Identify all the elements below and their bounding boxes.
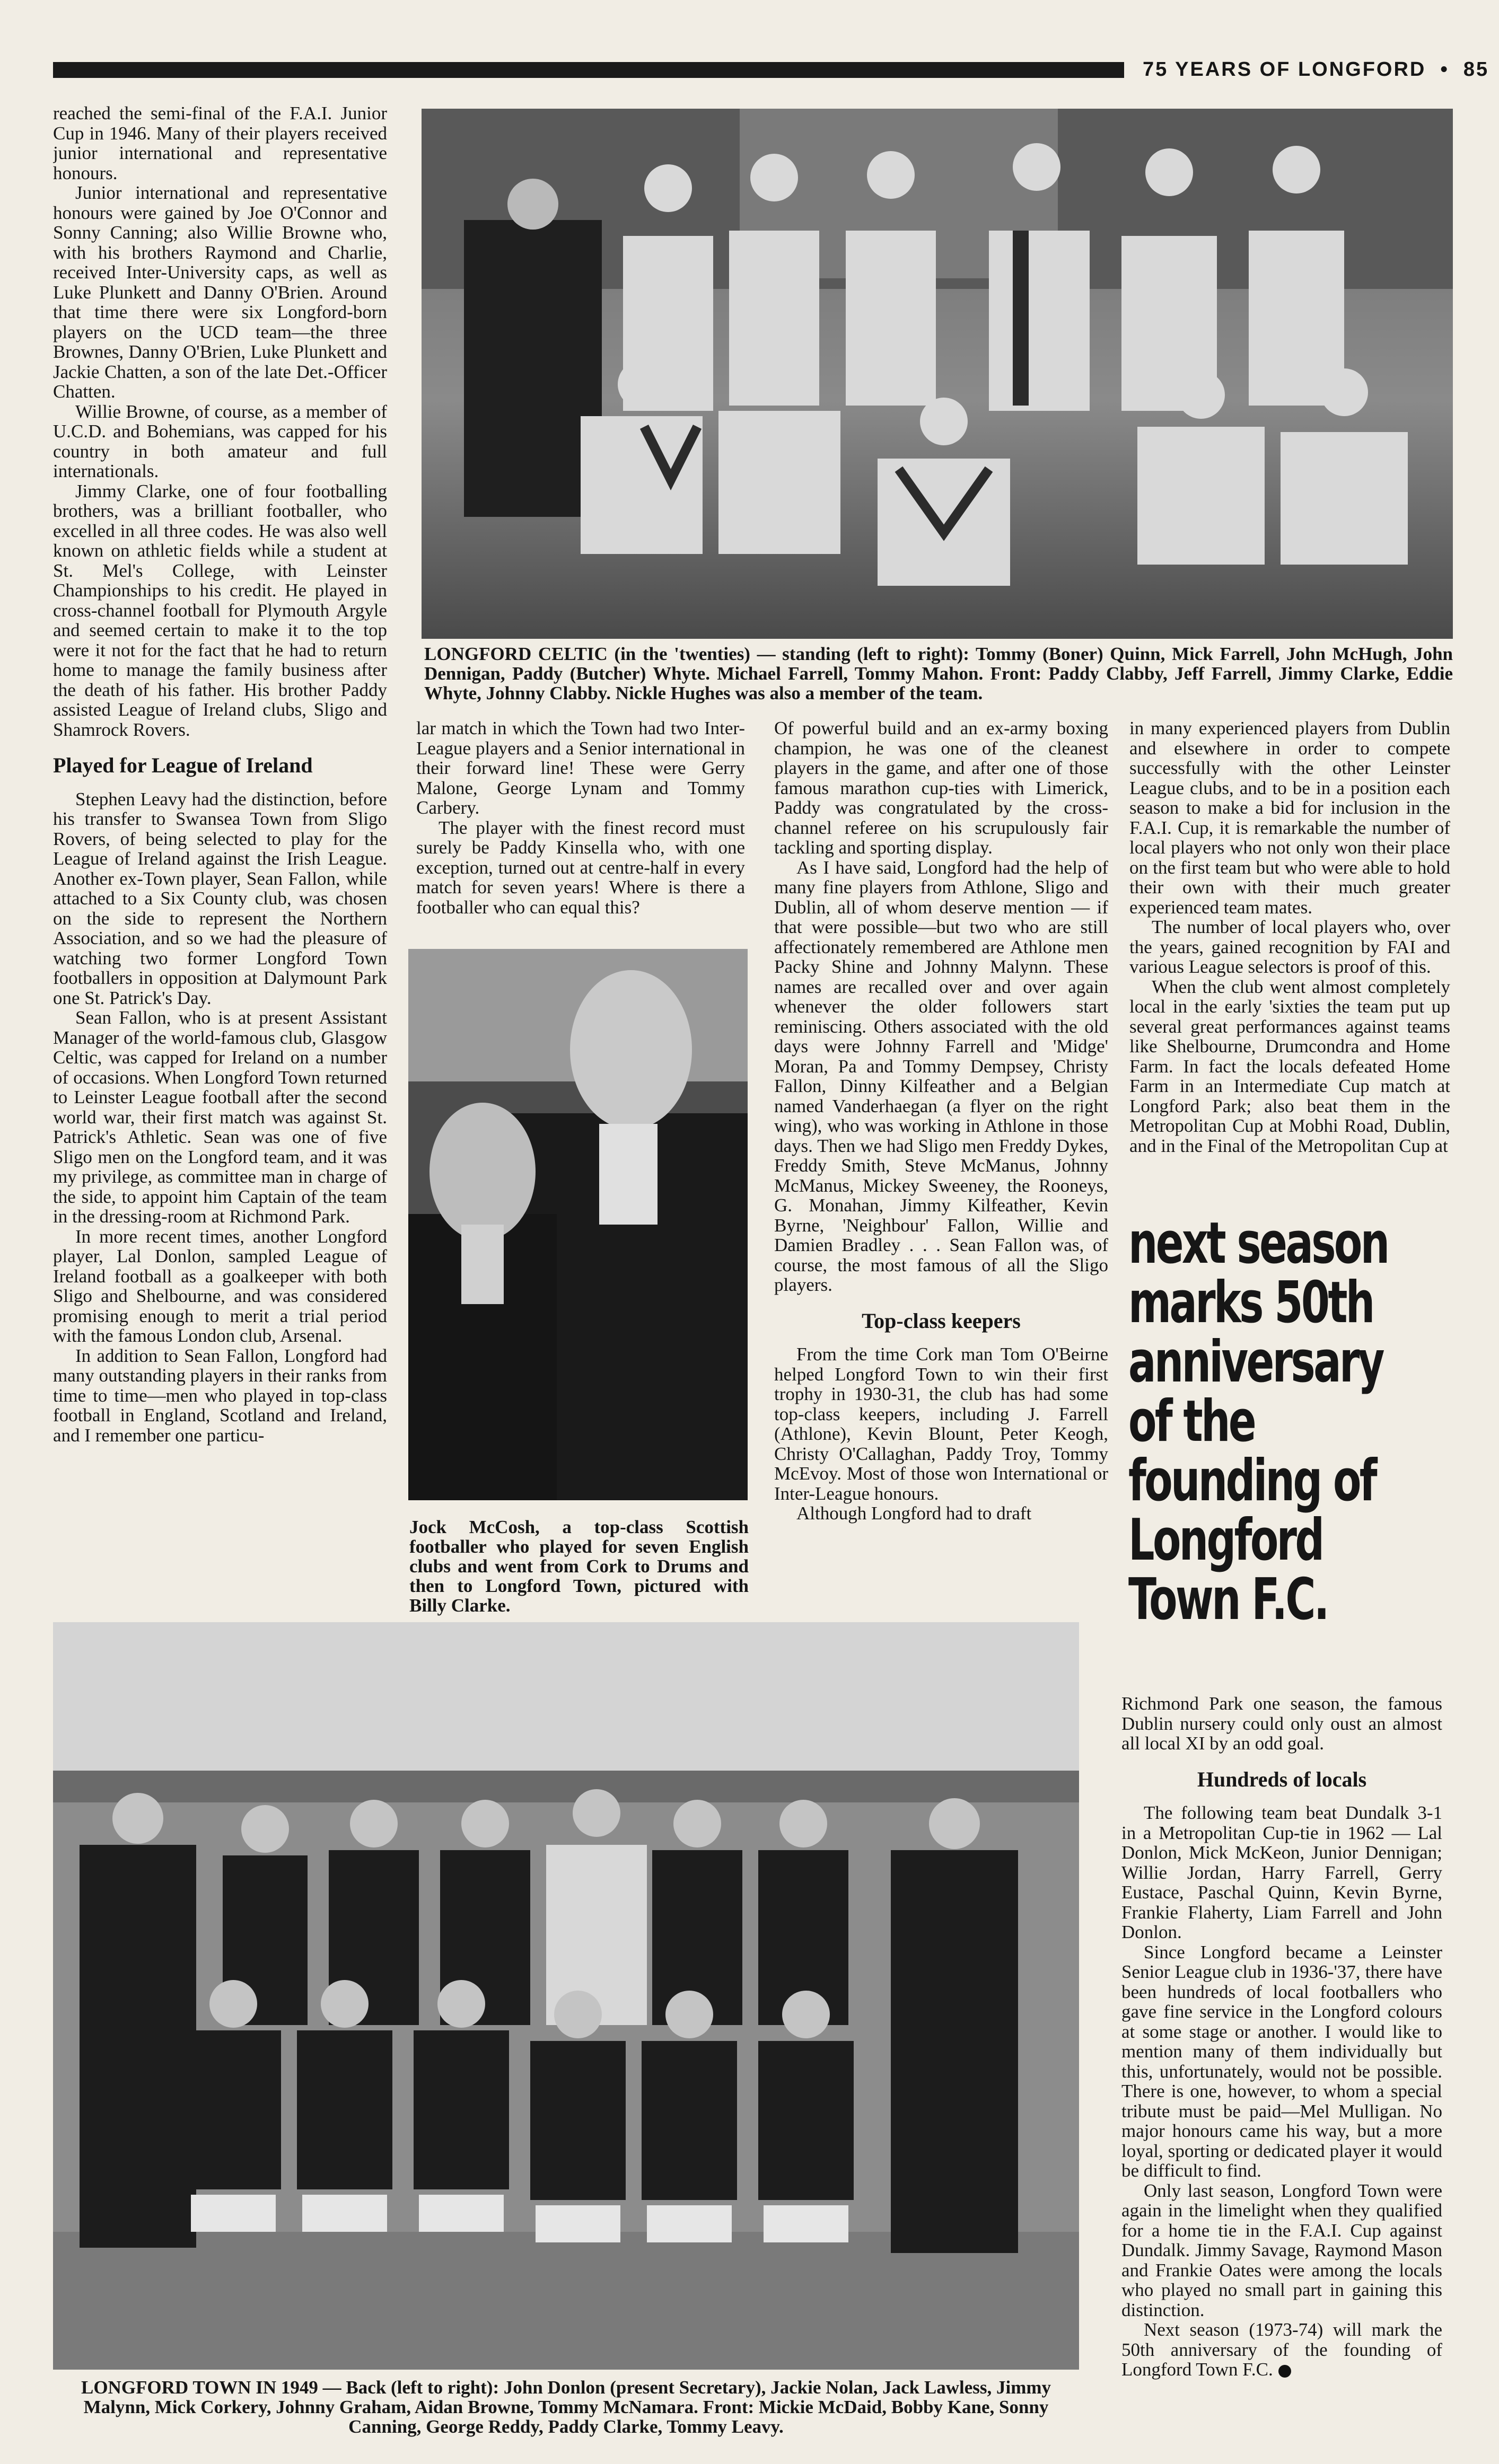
pull-quote-line: Longford (1128, 1507, 1323, 1573)
paragraph: Since Longford became a Leinster Senior League club in 1936-'37, there have been hundreds of local footballers who gave fine service in the Longford colours at some stage or another. I would like to mention many of them individually but this, unfortunately, would not be possible. There is one, however, to whom a special tribute must be paid—Mel Mulligan. No major honours came his way, but a more loyal, sporting or dedicated player it would be difficult to find. (1121, 1941, 1442, 2181)
running-head-title: 75 YEARS OF LONGFORD (1143, 58, 1426, 81)
pull-quote-text (1128, 1214, 1388, 1633)
paragraph: When the club went almost completely local in the early 'sixties the team put up several great performances against teams like Shelbourne, Drumcondra and Home Farm. In fact the locals defeated Home Farm in an Intermediate Cup match at Longford Park; also beat them in the Metropolitan Cup at Mobhi Road, Dublin, and in the Final of the Metropolitan Cup at (1129, 976, 1450, 1156)
paragraph: Of powerful build and an ex-army boxing champion, he was one of the cleanest players in the game, and after one of those famous marathon cup-ties with Limerick, Paddy was congratulated by the cross-channel referee on his scrupulously fair tackling and sporting display. (774, 718, 1108, 858)
paragraph: Willie Browne, of course, as a member of U.C.D. and Bohemians, was capped for his country in both amateur and full internationals. (53, 401, 387, 481)
paragraph: Sean Fallon, who is at present Assistant Manager of the world-famous club, Glasgow Celtic, was capped for Ireland on a number of occasions. When Longford Town returned to Leinster League football after the second world war, their first match was against St. Patrick's Athletic. Sean was one of five Sligo men on the Longford team, and it was my privilege, as committee man in charge of the side, to appoint him Captain of the team in the dressing-room at Richmond Park. (53, 1007, 387, 1227)
paragraph: Jimmy Clarke, one of four footballing brothers, was a brilliant footballer, who excelled in all three codes. He was also well known on athletic fields while a student at St. Mel's College, with Leinster Championships to his credit. He played in cross-channel football for Plymouth Argyle and seemed certain to make it to the top were it not for the fact that he had to return home to manage the family business after the death of his father. His brother Paddy assisted League of Ireland clubs, Sligo and Shamrock Rovers. (53, 480, 387, 740)
column-1 (53, 103, 387, 1620)
header-rule (53, 62, 1124, 78)
caption-lead: LONGFORD CELTIC (in the 'twenties) — standing (left to right): (424, 644, 969, 664)
caption-body: John Donlon (present Secretary), Jackie Nolan, Jack Lawless, Jimmy Malynn, Mick Corkery, Johnny Graham, Aidan Browne, Tommy McNamara. Front: Mickie McDaid, Bobby Kane, Sonny Canning, George Reddy, Paddy Clarke, Tommy Leavy. (83, 2377, 1051, 2437)
paragraph: Only last season, Longford Town were again in the limelight when they qualified for a home tie in the F.A.I. Cup against Dundalk. Jimmy Savage, Raymond Mason and Frankie Oates were among the locals who played no small part in gaining this distinction. (1121, 2180, 1442, 2320)
paragraph: reached the semi-final of the F.A.I. Junior Cup in 1946. Many of their players received junior international and representative honours. (53, 103, 387, 183)
pull-quote-line: founding of (1128, 1448, 1376, 1514)
column-4 (1129, 718, 1450, 1195)
paragraph: The player with the finest record must surely be Paddy Kinsella who, with one exception, turned out at centre-half in every match for seven years! Where is there a footballer who can equal this? (416, 817, 745, 918)
paragraph: lar match in which the Town had two Inter-League players and a Senior international in their forward line! These were Gerry Malone, George Lynam and Tommy Carbery. (416, 718, 745, 818)
portrait-photo-mccosh (408, 949, 748, 1500)
paragraph: The following team beat Dundalk 3-1 in a Metropolitan Cup-tie in 1962 — Lal Donlon, Mick McKeon, Junior Dennigan; Willie Jordan, Harry Farrell, Gerry Eustace, Paschal Quinn, Kevin Byrne, Frankie Flaherty, Liam Farrell and John Donlon. (1121, 1802, 1442, 1942)
pull-quote-line: anniversary (1128, 1329, 1383, 1395)
closing-text: Next season (1973-74) will mark the 50th anniversary of the founding of Longford Town F.C. (1121, 2319, 1442, 2380)
column-3 (774, 718, 1108, 1620)
paragraph: In more recent times, another Longford player, Lal Donlon, sampled League of Ireland football as a goalkeeper with both Sligo and Shelbourne, and was considered promising enough to merit a trial period with the famous London club, Arsenal. (53, 1226, 387, 1346)
paragraph: Richmond Park one season, the famous Dublin nursery could only oust an almost all local XI by an odd goal. (1121, 1694, 1442, 1754)
end-mark-icon (1278, 2365, 1291, 2378)
column-2 (416, 718, 745, 930)
caption-text: Jock McCosh, a top-class Scottish footballer who played for seven English clubs and went from Cork to Drums and then to Longford Town, pictured with Billy Clarke. (409, 1517, 749, 1616)
pull-quote-line: Town F.C. (1128, 1567, 1328, 1633)
page-number: 85 (1463, 58, 1489, 81)
team-photo-longford-town-1949 (53, 1622, 1079, 2370)
photo-caption-longford-celtic (424, 644, 1453, 708)
team-photo-image (53, 1622, 1079, 2370)
paragraph: The number of local players who, over the years, gained recognition by FAI and various League selectors is proof of this. (1129, 917, 1450, 977)
section-heading: Top-class keepers (862, 1308, 1021, 1333)
photo-caption-mccosh (409, 1517, 749, 1616)
paragraph: From the time Cork man Tom O'Beirne helped Longford Town to win their first trophy in 1930-31, the club has had some top-class keepers, including J. Farrell (Athlone), Kevin Blount, Peter Keogh, Christy O'Callaghan, Paddy Troy, Tommy McEvoy. Most of those won International or Inter-League honours. (774, 1344, 1108, 1504)
paragraph: Junior international and representative honours were gained by Joe O'Connor and Sonny Canning; also Willie Browne who, with his brothers Raymond and Charlie, received Inter-University caps, as well as Luke Plunkett and Danny O'Brien. Around that time there were six Longford-born players on the UCD team—the three Brownes, Danny O'Brien, Luke Plunkett and Jackie Chatten, a son of the late Det.-Officer Chatten. (53, 182, 387, 402)
section-heading: Played for League of Ireland (53, 753, 313, 777)
pull-quote-line: next season (1128, 1214, 1388, 1277)
photo-caption-longford-town-1949 (53, 2378, 1079, 2447)
paragraph: in many experienced players from Dublin and elsewhere in order to compete successfully with the other Leinster League clubs, and to be in a position each season to make a bid for inclusion in the F.A.I. Cup, it is remarkable the number of local players who not only won their place on the first team but who were able to hold their own with their much greater experienced team mates. (1129, 718, 1450, 918)
caption-body: Tommy (Boner) Quinn, Mick Farrell, John McHugh, John Dennigan, Paddy (Butcher) Whyte. Michael Farrell, Tommy Mahon. Front: Paddy Clabby, Jeff Farrell, Jimmy Clarke, Eddie Whyte, Johnny Clabby. Nickle Hughes was also a member of the team. (424, 644, 1453, 703)
paragraph: Although Longford had to draft (796, 1503, 1032, 1524)
team-photo-longford-celtic (422, 109, 1453, 639)
paragraph (1121, 2320, 1442, 2380)
caption-lead: LONGFORD TOWN IN 1949 — Back (left to right): (81, 2377, 499, 2398)
column-4-continued (1121, 1694, 1442, 2447)
team-photo-image (422, 109, 1453, 639)
paragraph: As I have said, Longford had the help of many fine players from Athlone, Sligo and Dublin, all of whom deserve mention — if that were possible—but two who are still affectionately remembered are Athlone men Packy Shine and Johnny Malynn. These names are recalled over and over again whenever the older followers start reminiscing. Others associated with the old days were Johnny Farrell and 'Midge' Moran, Pa and Tommy Dempsey, Christy Fallon, Dinny Kilfeather and a Belgian named Vanderhaegan (a flyer on the right wing), who was working in Athlone in those days. Then we had Sligo men Freddy Dykes, Freddy Smith, Steve McManus, Johnny McManus, Mickey Sweeney, the Rooneys, G. Monahan, Jimmy Kilfeather, Kevin Byrne, 'Neighbour' Fallon, Willie and Damien Bradley . . . Sean Fallon was, of course, the most famous of all the Sligo players. (774, 857, 1108, 1295)
pull-quote-line: marks 50th (1128, 1270, 1373, 1336)
portrait-photo-image (408, 949, 748, 1500)
running-head: 75 YEARS OF LONGFORD • 85 (1143, 58, 1489, 81)
paragraph: Stephen Leavy had the distinction, before his transfer to Swansea Town from Sligo Rovers, of being selected to play for the League of Ireland against the Irish League. Another ex-Town player, Sean Fallon, while attached to a Six County club, was chosen on the side to represent the Northern Association, and so we had the pleasure of watching two former Longford Town footballers in opposition at Dalymount Park one St. Patrick's Day. (53, 788, 387, 1008)
pull-quote (1128, 1214, 1457, 1691)
section-heading: Hundreds of locals (1197, 1767, 1367, 1791)
pull-quote-line: of the (1128, 1388, 1255, 1455)
paragraph: In addition to Sean Fallon, Longford had many outstanding players in their ranks from time to time—men who played in top-class football in England, Scotland and Ireland, and I remember one particu- (53, 1345, 387, 1446)
